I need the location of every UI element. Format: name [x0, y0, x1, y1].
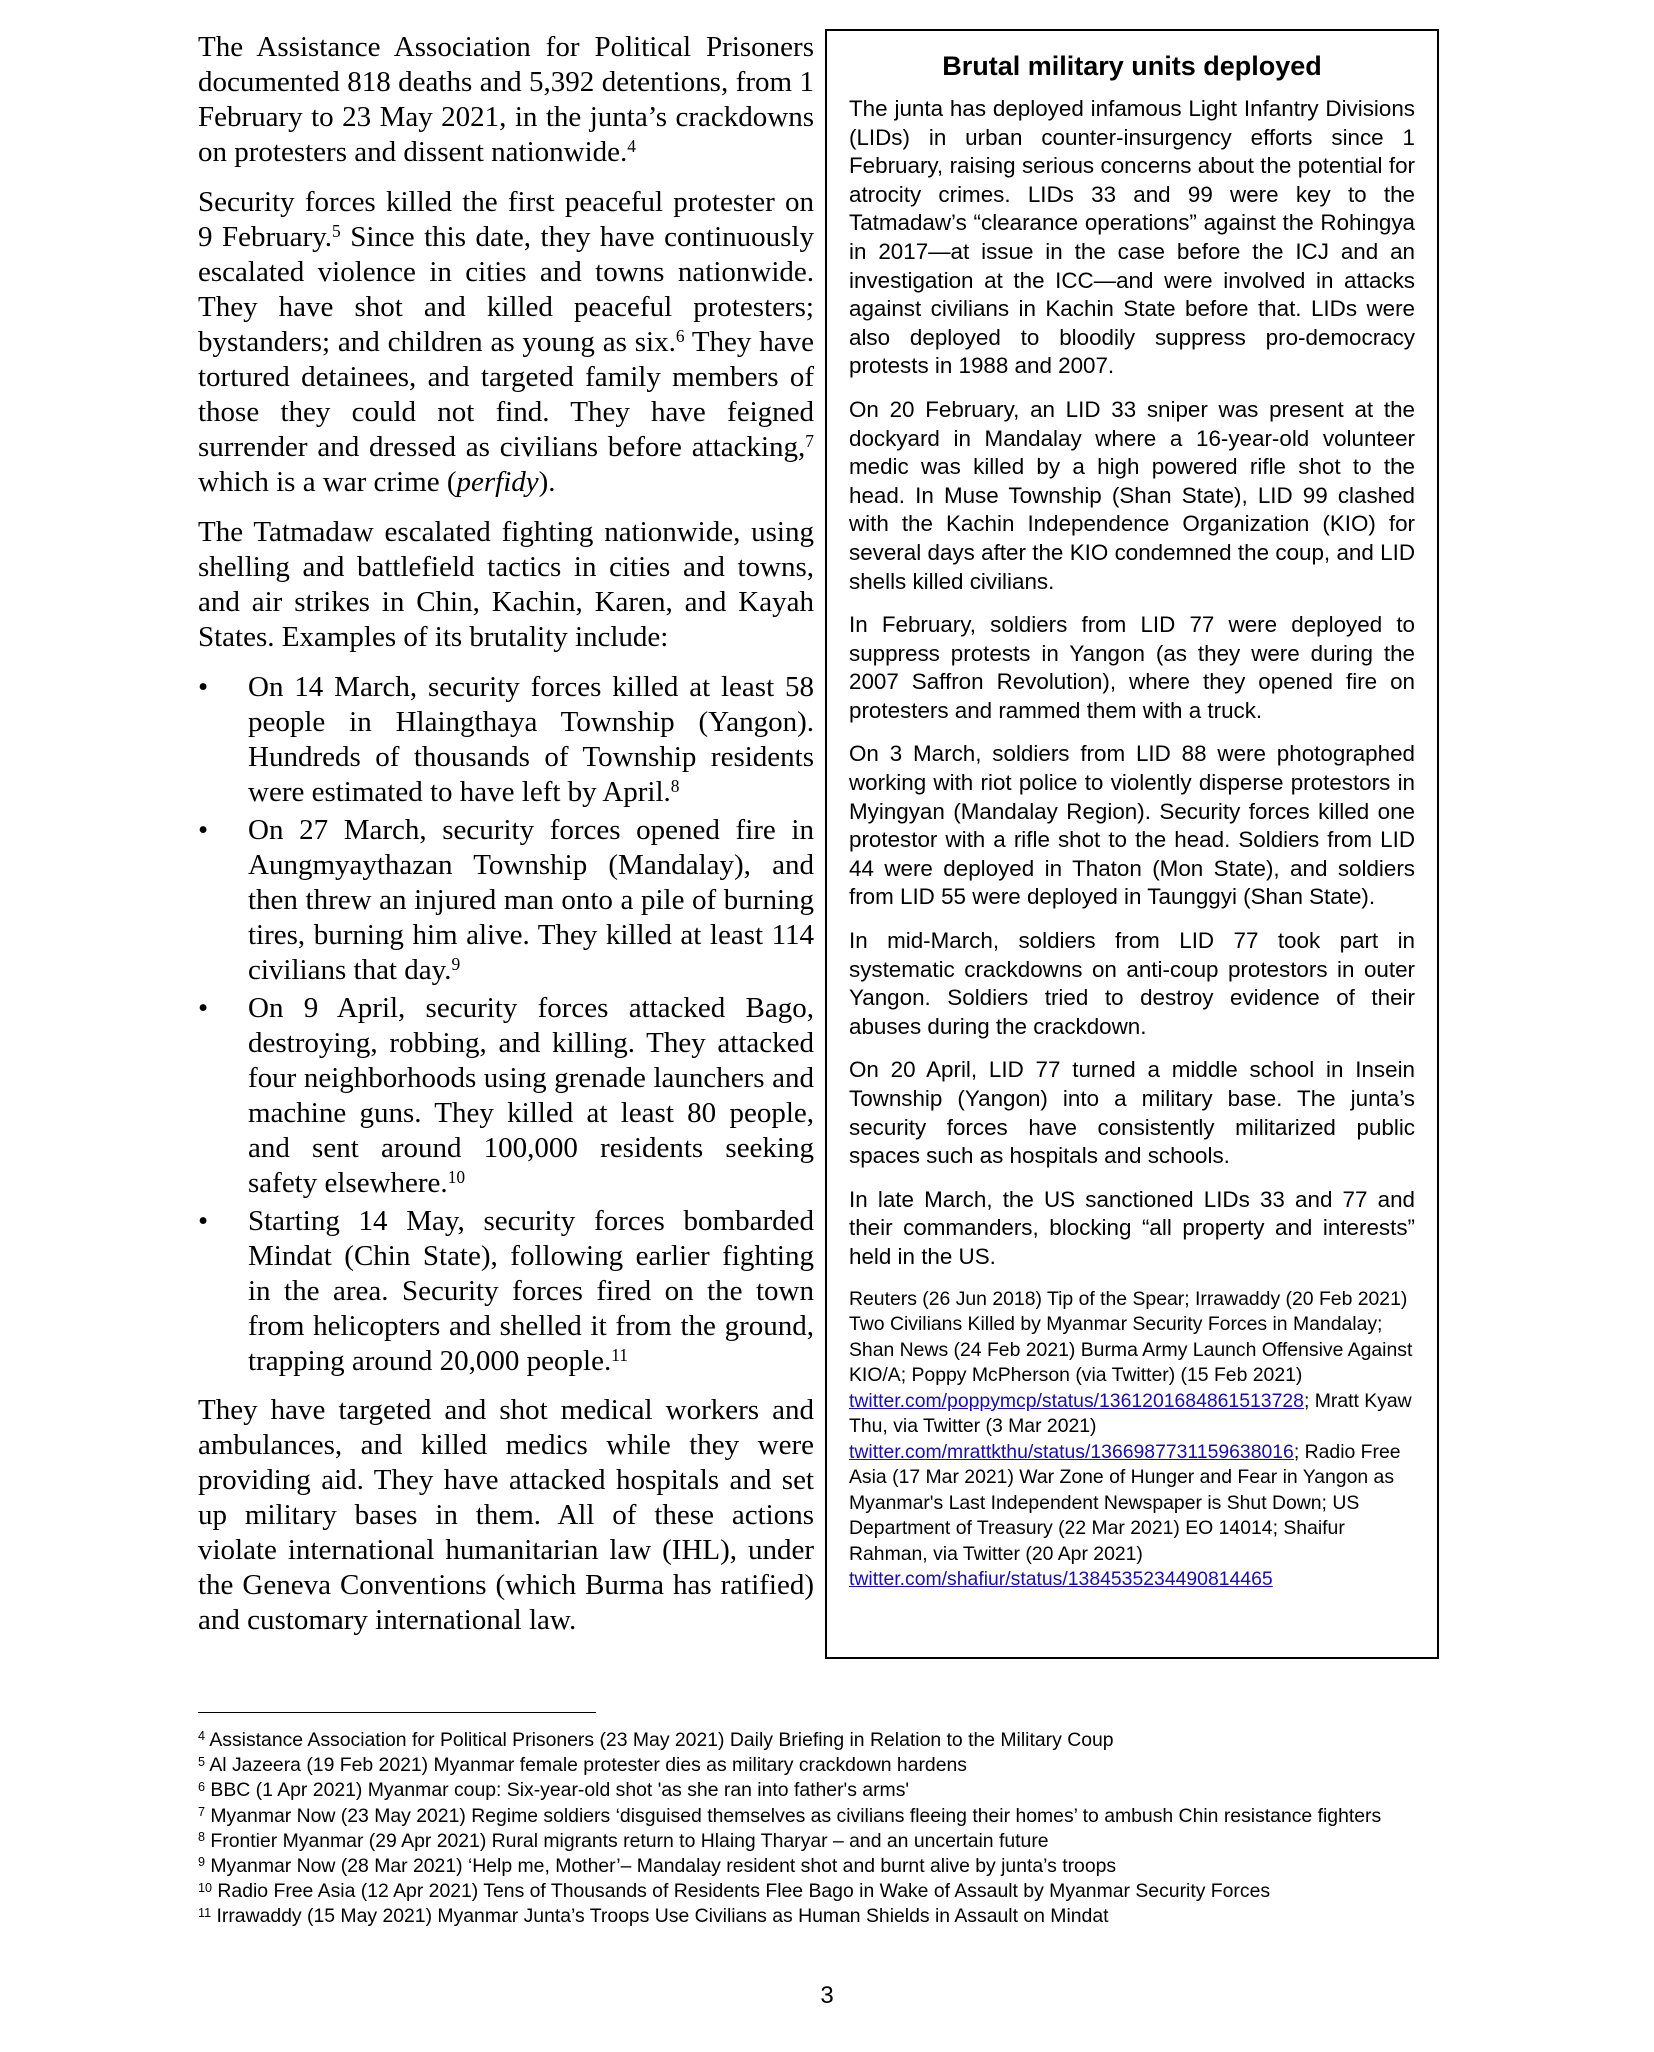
sidebar-paragraph: In mid-March, soldiers from LID 77 took part in systematic crackdowns on anti-coup protestors in outer Yangon. Soldiers tried to destroy evidence of their abuses during the crackdown.	[849, 928, 1415, 1039]
paragraph-security-forces: Security forces killed the first peaceful protester on 9 February.$^5$ Since this date, they have continuously escalated violence in cities and towns nationwide. They have shot and killed peaceful protesters; bystanders; and children as young as six.$^6$ They have tortured detainees, and targeted family members of those they could not find. They have feigned surrender and dressed as civilians before attacking,$^7$ which is a war crime (perfidy).	[198, 186, 814, 498]
bullet-icon: •	[198, 671, 209, 703]
sidebar-paragraph: On 20 April, LID 77 turned a middle school in Insein Township (Yangon) into a military base. The junta’s security forces have consistently militarized public spaces such as hospitals and schools.	[849, 1057, 1415, 1169]
list-item: • On 27 March, security forces opened fire in Aungmyaythazan Township (Mandalay), and then threw an injured man onto a pile of burning tires, burning him alive. They killed at least 114 civilians that day.$^9$	[198, 814, 814, 986]
footnote-divider	[198, 1712, 596, 1713]
bullet-icon: •	[198, 814, 209, 846]
footnote-ref-7[interactable]: 7	[805, 431, 814, 452]
list-item: • On 14 March, security forces killed at least 58 people in Hlaingthaya Township (Yangon). Hundreds of thousands of Township residents were estimated to have left by April.$^8$	[198, 671, 814, 808]
footnote-9: $^9$ Myanmar Now (28 Mar 2021) ‘Help me, Mother’– Mandalay resident shot and burnt alive by junta’s troops	[198, 1855, 1117, 1878]
paragraph-medical-workers: They have targeted and shot medical workers and ambulances, and killed medics while they were providing aid. They have attacked hospitals and set up military bases in them. All of these actions violate international humanitarian law (IHL), under the Geneva Conventions (which Burma has ratified) and customary international law.	[198, 1394, 814, 1636]
sidebar-paragraph: On 3 March, soldiers from LID 88 were photographed working with riot police to violently disperse protestors in Myingyan (Mandalay Region). Security forces killed one protestor with a rifle shot to the head. Soldiers from LID 44 were deployed in Thaton (Mon State), and soldiers from LID 55 were deployed in Taunggyi (Shan State).	[849, 741, 1415, 910]
brutality-examples-list	[198, 670, 814, 1379]
footnote-5: $^5$ Al Jazeera (19 Feb 2021) Myanmar female protester dies as military crackdown hardens	[198, 1754, 967, 1777]
list-item: • Starting 14 May, security forces bombarded Mindat (Chin State), following earlier fighting in the area. Security forces fired on the town from helicopters and shelled it from the ground, trapping around 20,000 people.$^{11}$	[198, 1205, 814, 1377]
footnote-ref-5[interactable]: 5	[332, 221, 341, 242]
link-shafiur-twitter[interactable]: twitter.com/shafiur/status/1384535234490814465	[849, 1568, 1273, 1591]
footnote-ref-6[interactable]: 6	[675, 326, 685, 347]
footnote-ref-8[interactable]: 8	[670, 776, 680, 797]
footnote-8: $^8$ Frontier Myanmar (29 Apr 2021) Rural migrants return to Hlaing Tharyar – and an uncertain future	[198, 1829, 1049, 1852]
footnote-10: $^{10}$ Radio Free Asia (12 Apr 2021) Tens of Thousands of Residents Flee Bago in Wake of Assault by Myanmar Security Forces	[198, 1880, 1271, 1903]
footnote-ref-9[interactable]: 9	[451, 954, 461, 975]
paragraph-aapp-deaths: The Assistance Association for Political Prisoners documented 818 deaths and 5,392 detentions, from 1 February to 23 May 2021, in the junta’s crackdowns on protesters and dissent nationwide.$^4$	[198, 31, 814, 168]
link-mrattkthu-twitter[interactable]: twitter.com/mrattkthu/status/1366987731159638016	[849, 1440, 1294, 1463]
sidebar-paragraph: In February, soldiers from LID 77 were deployed to suppress protests in Yangon (as they were during the 2007 Saffron Revolution), where they opened fire on protesters and rammed them with a truck.	[849, 612, 1415, 723]
footnote-ref-4[interactable]: 4	[627, 136, 636, 157]
footnote-4: $^4$ Assistance Association for Political Prisoners (23 May 2021) Daily Briefing in Relation to the Military Coup	[198, 1729, 1114, 1751]
footnote-ref-11[interactable]: 11	[611, 1345, 628, 1366]
sidebar-references: Reuters (26 Jun 2018) Tip of the Spear; Irrawaddy (20 Feb 2021) Two Civilians Killed by Myanmar Security Forces in Mandalay; Shan News (24 Feb 2021) Burma Army Launch Offensive Against KIO/A; Poppy McPherson (via Twitter) (15 Feb 2021) twitter.com/poppymcp/status/1361201684861513728; Mratt Kyaw Thu, via Twitter (3 Mar 2021) twitter.com/mrattkthu/status/1366987731159638016; Radio Free Asia (17 Mar 2021) War Zone of Hunger and Fear in Yangon as Myanmar's Last Independent Newspaper is Shut Down; US Department of Treasury (22 Mar 2021) EO 14014; Shaifur Rahman, via Twitter (20 Apr 2021) twitter.com/shafiur/status/1384535234490814465	[849, 1287, 1413, 1591]
footnote-7: $^7$ Myanmar Now (23 May 2021) Regime soldiers ‘disguised themselves as civilians fleeing their homes’ to ambush Chin resistance fighters	[198, 1804, 1382, 1827]
footnote-6: $^6$ BBC (1 Apr 2021) Myanmar coup: Six-year-old shot 'as she ran into father's arms'	[198, 1779, 910, 1802]
list-item: • On 9 April, security forces attacked Bago, destroying, robbing, and killing. They attacked four neighborhoods using grenade launchers and machine guns. They killed at least 80 people, and sent around 100,000 residents seeking safety elsewhere.$^{10}$	[198, 992, 814, 1199]
footnotes	[198, 1728, 1458, 1930]
link-poppymcp-twitter[interactable]: twitter.com/poppymcp/status/1361201684861513728	[849, 1389, 1304, 1412]
sidebar-paragraph: In late March, the US sanctioned LIDs 33 and 77 and their commanders, blocking “all property and interests” held in the US.	[849, 1186, 1415, 1269]
sidebar-paragraph: On 20 February, an LID 33 sniper was present at the dockyard in Mandalay where a 16-year-old volunteer medic was killed by a high powered rifle shot to the head. In Muse Township (Shan State), LID 99 clashed with the Kachin Independence Organization (KIO) for several days after the KIO condemned the coup, and LID shells killed civilians.	[849, 396, 1415, 594]
paragraph-tatmadaw-escalated: The Tatmadaw escalated fighting nationwide, using shelling and battlefield tactics in cities and towns, and air strikes in Chin, Kachin, Karen, and Kayah States. Examples of its brutality include:	[198, 516, 814, 653]
footnote-11: $^{11}$ Irrawaddy (15 May 2021) Myanmar Junta’s Troops Use Civilians as Human Shields in Assault on Mindat	[198, 1905, 1109, 1928]
sidebar-box-military-units	[825, 29, 1439, 1659]
page-number: 3	[820, 1982, 834, 2009]
sidebar-title: Brutal military units deployed	[942, 51, 1322, 81]
bullet-icon: •	[198, 992, 209, 1024]
bullet-icon: •	[198, 1205, 209, 1237]
footnote-ref-10[interactable]: 10	[447, 1167, 466, 1188]
perfidy-term: perfidy	[456, 466, 539, 498]
main-text-column	[198, 30, 814, 1653]
sidebar-paragraph: The junta has deployed infamous Light Infantry Divisions (LIDs) in urban counter-insurgency efforts since 1 February, raising serious concerns about the potential for atrocity crimes. LIDs 33 and 99 were key to the Tatmadaw’s “clearance operations” against the Rohingya in 2017—at issue in the case before the ICJ and an investigation at the ICC—and were involved in attacks against civilians in Kachin State before that. LIDs were also deployed to bloodily suppress pro-democracy protests in 1988 and 2007.	[849, 96, 1415, 379]
